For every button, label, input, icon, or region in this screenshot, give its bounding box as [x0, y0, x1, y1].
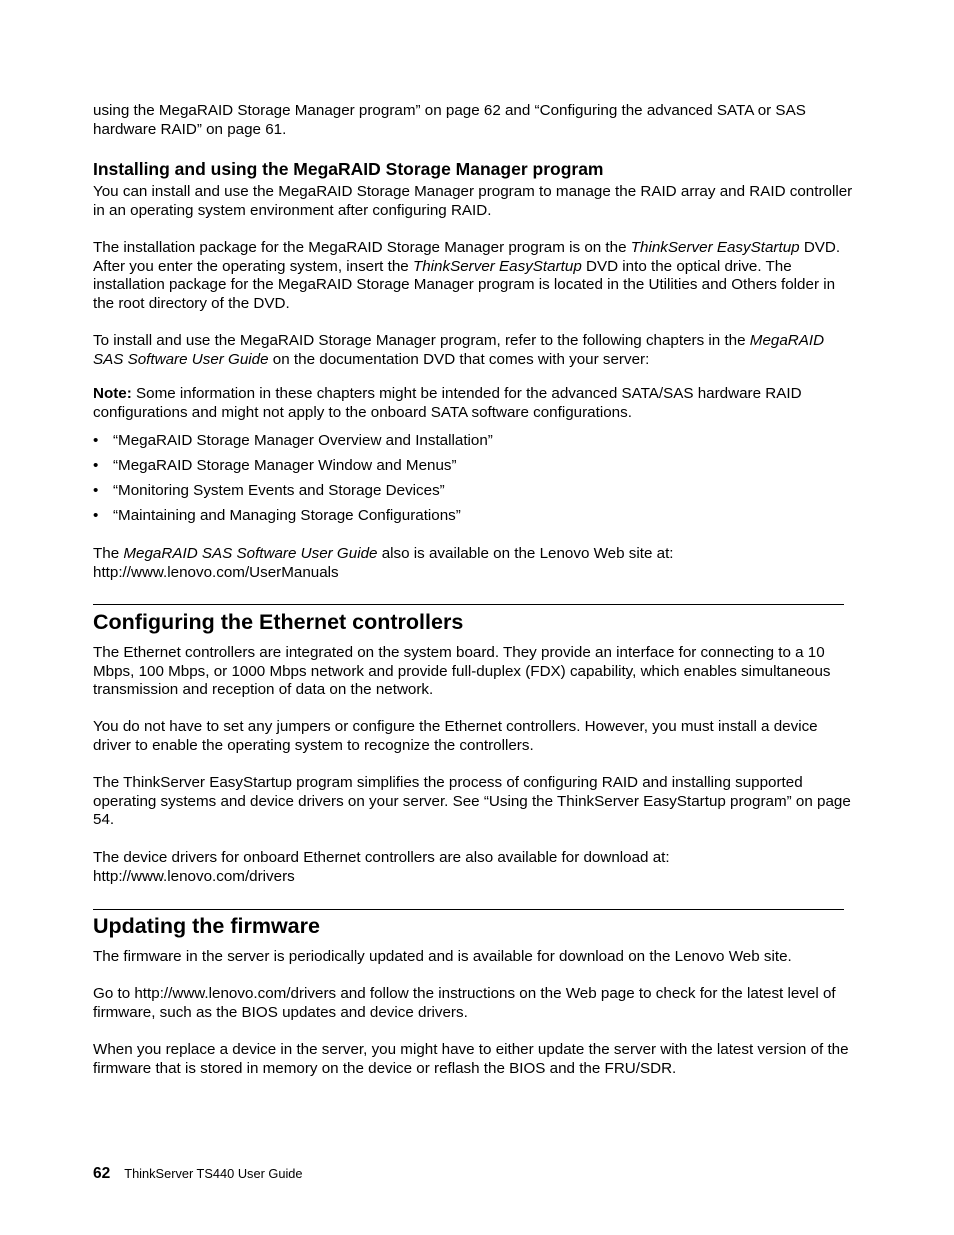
- ethernet-heading: Configuring the Ethernet controllers: [93, 610, 464, 634]
- list-item: • “MegaRAID Storage Manager Overview and Installation”: [93, 432, 493, 449]
- firmware-heading: Updating the firmware: [93, 914, 320, 938]
- msm-heading: Installing and using the MegaRAID Storage Manager program: [93, 159, 604, 179]
- firmware-paragraph-1: The firmware in the server is periodically updated and is available for download on the Lenovo Web site.: [93, 948, 792, 965]
- ethernet-paragraph-4: The device drivers for onboard Ethernet controllers are also available for download at: http://www.lenovo.com/drivers: [93, 849, 670, 885]
- page-number: 62: [93, 1165, 111, 1182]
- section-divider: [93, 909, 844, 910]
- msm-paragraph-4: The MegaRAID SAS Software User Guide also is available on the Lenovo Web site at: http://www.lenovo.com/UserManuals: [93, 545, 674, 581]
- guide-title: MegaRAID SAS Software User Guide: [123, 545, 378, 562]
- intro-continuation: using the MegaRAID Storage Manager program” on page 62 and “Configuring the advanced SATA or SAS hardware RAID” on page 61.: [93, 102, 806, 138]
- page-footer: [93, 1165, 303, 1183]
- note-label: Note:: [93, 385, 132, 402]
- list-item: • “Monitoring System Events and Storage Devices”: [93, 482, 445, 499]
- list-item: • “MegaRAID Storage Manager Window and Menus”: [93, 457, 457, 474]
- bullet-icon: •: [93, 432, 99, 449]
- drivers-link[interactable]: http://www.lenovo.com/drivers: [93, 867, 295, 885]
- ethernet-paragraph-1: The Ethernet controllers are integrated on the system board. They provide an interface for connecting to a 10 Mbps, 100 Mbps, or 1000 Mbps network and provide full-duplex (FDX) capability, which enables simultaneous transmission and reception of data on the network.: [93, 644, 831, 699]
- user-manuals-link[interactable]: http://www.lenovo.com/UserManuals: [93, 563, 339, 581]
- chapter-list: [93, 432, 853, 532]
- section-divider: [93, 604, 844, 605]
- msm-note: Note: Some information in these chapters might be intended for the advanced SATA/SAS hardware RAID configurations and might not apply to the onboard SATA software configurations.: [93, 385, 802, 421]
- guide-title: MegaRAID SAS Software User Guide: [93, 332, 825, 368]
- list-item: • “Maintaining and Managing Storage Configurations”: [93, 507, 461, 524]
- msm-paragraph-2: The installation package for the MegaRAID Storage Manager program is on the ThinkServer EasyStartup DVD. After you enter the operating system, insert the ThinkServer EasyStartup DVD into the optical drive. The installation package for the MegaRAID Storage Manager program is located in the Utilities and Others folder in the root directory of the DVD.: [93, 239, 841, 312]
- bullet-icon: •: [93, 482, 99, 499]
- document-title: ThinkServer TS440 User Guide: [124, 1166, 303, 1181]
- product-name-easystartup: ThinkServer EasyStartup: [412, 257, 582, 275]
- firmware-paragraph-2: Go to http://www.lenovo.com/drivers and follow the instructions on the Web page to check for the latest level of firmware, such as the BIOS updates and device drivers.: [93, 985, 836, 1021]
- msm-paragraph-1: You can install and use the MegaRAID Storage Manager program to manage the RAID array and RAID controller in an operating system environment after configuring RAID.: [93, 183, 853, 219]
- product-name-easystartup: ThinkServer EasyStartup: [630, 239, 800, 256]
- msm-paragraph-3: To install and use the MegaRAID Storage Manager program, refer to the following chapters in the MegaRAID SAS Software User Guide on the documentation DVD that comes with your server:: [93, 332, 825, 368]
- ethernet-paragraph-2: You do not have to set any jumpers or configure the Ethernet controllers. However, you must install a device driver to enable the operating system to recognize the controllers.: [93, 718, 818, 754]
- bullet-icon: •: [93, 457, 99, 474]
- bullet-icon: •: [93, 507, 99, 524]
- firmware-paragraph-3: When you replace a device in the server, you might have to either update the server with the latest version of the firmware that is stored in memory on the device or reflash the BIOS and the FRU/SDR.: [93, 1041, 849, 1077]
- ethernet-paragraph-3: The ThinkServer EasyStartup program simplifies the process of configuring RAID and installing supported operating systems and device drivers on your server. See “Using the ThinkServer EasyStartup program” on page 54.: [93, 774, 851, 829]
